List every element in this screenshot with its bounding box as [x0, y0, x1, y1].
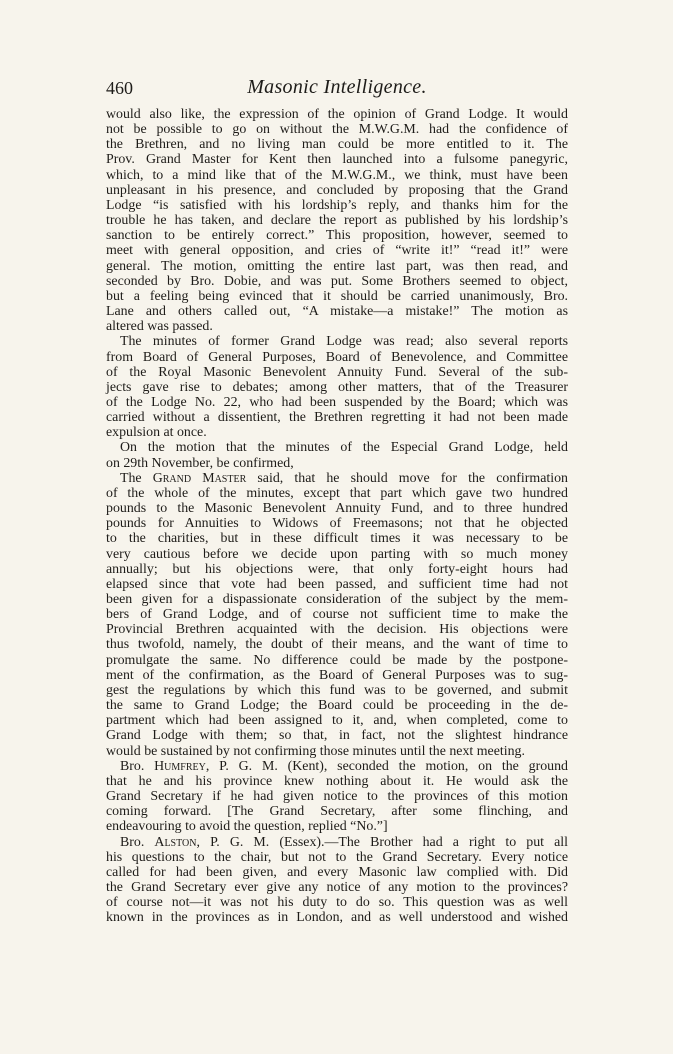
article-body	[106, 107, 568, 925]
text-line: his questions to the chair, but not to the Grand Secretary. Every notice	[106, 849, 568, 865]
text-line: promulgate the same. No difference could be made by the postpone-	[106, 652, 568, 668]
text-line: would be sustained by not confirming those minutes until the next meeting.	[106, 743, 525, 759]
text-line: Bro. Humfrey, P. G. M. (Kent), seconded the motion, on the ground	[120, 758, 569, 774]
text-line: which, to a mind like that of the M.W.G.M., we think, must have been	[106, 167, 568, 183]
text-line: general. The motion, omitting the entire last part, was then read, and	[106, 258, 568, 274]
text-line: not be possible to go on without the M.W.G.M. had the confidence of	[106, 122, 568, 138]
text-line: sanction to be entirely correct.” This proposition, however, seemed to	[106, 228, 568, 244]
running-title: Masonic Intelligence.	[247, 76, 427, 98]
text-line: been given for a dispassionate consideration of the subject by the mem-	[106, 592, 568, 607]
paragraph	[106, 440, 568, 470]
text-line: endeavouring to avoid the question, replied “No.”]	[106, 819, 388, 835]
text-line: trouble he has taken, and declare the report as published by his lordship’s	[106, 213, 568, 229]
text-line: pounds for Annuities to Widows of Freemasons; not that he objected	[106, 516, 568, 532]
small-caps-name: Grand Master	[152, 470, 247, 486]
paragraph	[106, 471, 568, 759]
text-line: pounds to the Masonic Benevolent Annuity Fund, and to three hundred	[106, 501, 568, 517]
text-line: known in the provinces as in London, and as well understood and wished	[106, 910, 568, 926]
text-line: Provincial Brethren acquainted with the decision. His objections were	[106, 622, 568, 638]
text-line: that he and his province knew nothing about it. He would ask the	[106, 773, 568, 789]
text-line: to the charities, but in these difficult times it was necessary to be	[106, 531, 568, 547]
text-line: bers of Grand Lodge, and of course not sufficient time to make the	[106, 607, 568, 623]
page-header	[106, 76, 568, 106]
text-line: would also like, the expression of the opinion of Grand Lodge. It would	[106, 107, 568, 122]
text-line: jects gave rise to debates; among other matters, that of the Treasurer	[106, 379, 568, 395]
text-line: on 29th November, be confirmed,	[106, 455, 294, 471]
text-line: meet with general opposition, and cries of “write it!” “read it!” were	[106, 243, 568, 259]
page-number: 460	[106, 78, 133, 98]
text-line: from Board of General Purposes, Board of Benevolence, and Committee	[106, 349, 568, 365]
paragraph	[106, 835, 568, 926]
small-caps-name: Humfrey	[154, 758, 206, 774]
text-line: Prov. Grand Master for Kent then launched into a fulsome panegyric,	[106, 152, 568, 168]
text-line: the Brethren, and no living man could be more entitled to it. The	[106, 137, 568, 153]
text-line: Grand Secretary if he had given notice to the provinces of this motion	[106, 789, 568, 805]
text-line: the same to Grand Lodge; the Board could be proceeding in the de-	[106, 698, 568, 714]
text-line: Lane and others called out, “A mistake—a mistake!” The motion as	[106, 304, 568, 320]
text-line: annually; but his objections were, that only forty-eight hours had	[106, 561, 568, 577]
text-line: of the Lodge No. 22, who had been suspended by the Board; which was	[106, 394, 568, 410]
text-line: gest the regulations by which this fund was to be governed, and submit	[106, 682, 568, 698]
text-line: Grand Lodge with them; so that, in fact, not the slightest hindrance	[106, 728, 568, 744]
text-line: unpleasant in his presence, and concluded by proposing that the Grand	[106, 182, 568, 198]
text-line: Bro. Alston, P. G. M. (Essex).—The Brother had a right to put all	[120, 834, 569, 850]
text-line: partment which had been assigned to it, and, when completed, come to	[106, 713, 568, 729]
paragraph	[106, 334, 568, 440]
text-line: seconded by Bro. Dobie, and was put. Some Brothers seemed to object,	[106, 273, 568, 289]
text-line: expulsion at once.	[106, 425, 207, 441]
text-line: altered was passed.	[106, 319, 213, 335]
text-line: the Grand Secretary ever give any notice of any motion to the provinces?	[106, 879, 568, 895]
paragraph	[106, 107, 568, 334]
text-line: of the whole of the minutes, except that part which gave two hundred	[106, 485, 568, 501]
text-line: of course not—it was not his duty to do so. This question was as well	[106, 895, 568, 911]
text-line: very cautious before we decide upon parting with so much money	[106, 546, 568, 562]
text-line: ment of the confirmation, as the Board of General Purposes was to sug-	[106, 667, 568, 683]
text-line: carried without a dissentient, the Brethren regretting it had not been made	[106, 410, 568, 426]
text-line: of the Royal Masonic Benevolent Annuity Fund. Several of the sub-	[106, 364, 568, 380]
text-line: called for had been given, and every Masonic law complied with. Did	[106, 864, 568, 880]
small-caps-name: Alston	[154, 834, 197, 850]
text-line: The minutes of former Grand Lodge was read; also several reports	[120, 334, 568, 350]
text-line: thus twofold, namely, the doubt of their means, and the want of time to	[106, 637, 568, 653]
text-line: but a feeling being evinced that it should be carried unanimously, Bro.	[106, 288, 568, 304]
text-line: On the motion that the minutes of the Especial Grand Lodge, held	[120, 440, 568, 456]
paragraph	[106, 759, 568, 835]
text-line: coming forward. [The Grand Secretary, after some flinching, and	[106, 804, 568, 820]
text-line: The Grand Master said, that he should move for the confirmation	[120, 470, 568, 486]
text-line: Lodge “is satisfied with his lordship’s reply, and thanks him for the	[106, 197, 568, 213]
text-line: elapsed since that vote had been passed, and sufficient time had not	[106, 576, 568, 592]
